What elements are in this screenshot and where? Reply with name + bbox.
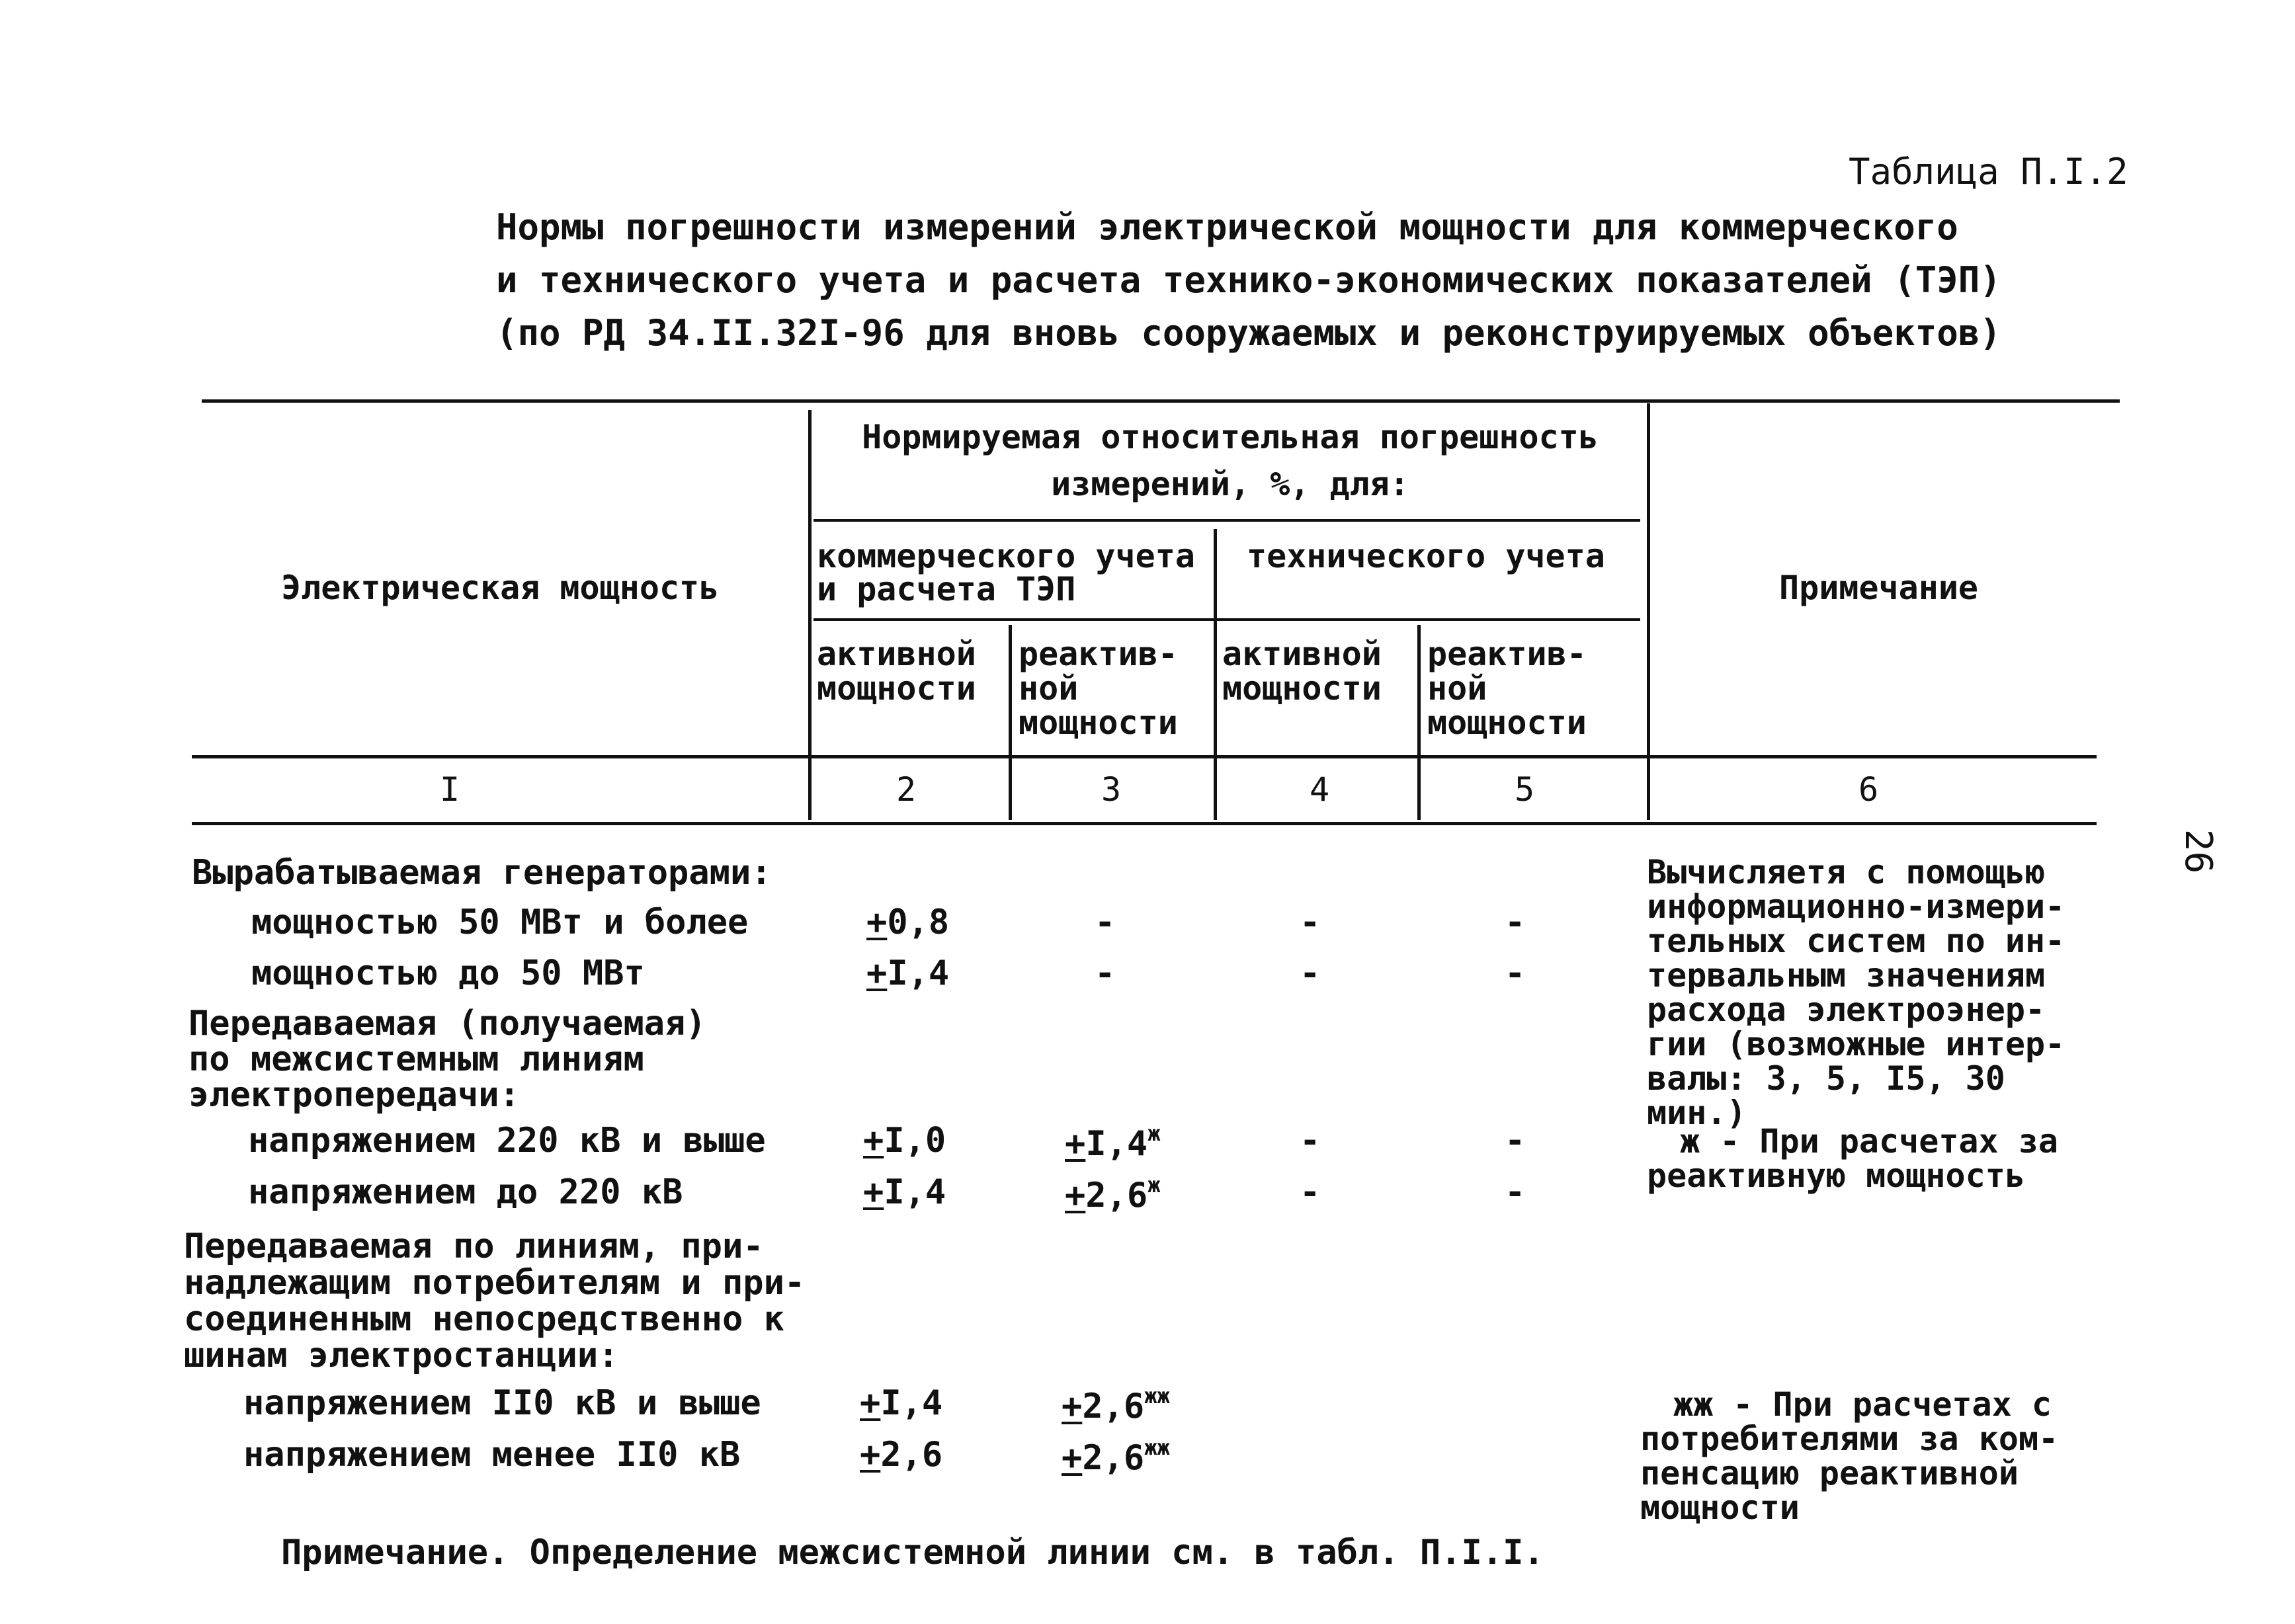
header-group-line2: измерений, %, для: <box>1051 465 1409 503</box>
row-gen2-c2: +I,4 <box>866 954 950 993</box>
row-gen1-c5: - <box>1505 903 1526 942</box>
note-computation: Вычисляетя с помощью информационно-измери- тельных систем по ин- тервальным значениям расхода электроэнер- гии (возможные интер- валы: 3, 5, I5, 30 мин.) <box>1647 853 2066 1132</box>
row-cons2-label: напряжением менее II0 кВ <box>243 1435 741 1475</box>
row-cons2-c3: $+2,6^{жж}$ <box>1062 1435 1170 1478</box>
subgroup-rule <box>814 618 1640 621</box>
row-gen1-c3: - <box>1095 903 1116 942</box>
header-bottom-rule <box>192 755 2097 758</box>
row-cons1-c3: $+2,6^{жж}$ <box>1062 1383 1170 1426</box>
title-line-2: и технического учета и расчета технико-экономических показателей (ТЭП) <box>496 259 2001 301</box>
col-divider-6 <box>1647 403 1650 820</box>
note-star-2: жж - При расчетах с потребителями за ком- пенсацию реактивной мощности <box>1640 1385 2059 1527</box>
header-c2-line2: мощности <box>817 669 976 708</box>
row-inter1-c2: +I,0 <box>863 1121 946 1160</box>
row-cons2-c2: +2,6 <box>860 1435 943 1475</box>
numbers-bottom-rule <box>192 822 2097 825</box>
row-inter2-c2: +I,4 <box>863 1172 946 1212</box>
row-inter-heading-3: электропередачи: <box>188 1075 520 1115</box>
row-gen1-c4: - <box>1300 903 1321 942</box>
row-inter-heading-1: Передаваемая (получаемая) <box>188 1004 706 1043</box>
group-rule <box>814 519 1640 522</box>
row-cons-heading-3: соединенным непосредственно к <box>184 1299 784 1339</box>
row-gen1-label: мощностью 50 МВт и более <box>251 903 749 942</box>
row-inter1-c5: - <box>1505 1121 1526 1160</box>
col-number-6: 6 <box>1858 770 1879 809</box>
title-line-1: Нормы погрешности измерений электрической мощности для коммерческого <box>496 206 1958 248</box>
header-commercial-line1: коммерческого учета <box>817 537 1195 575</box>
header-note: Примечание <box>1779 569 1979 607</box>
row-inter2-c5: - <box>1505 1172 1526 1212</box>
header-technical: технического учета <box>1247 537 1605 575</box>
row-inter1-c4: - <box>1300 1121 1321 1160</box>
header-commercial-line2: и расчета ТЭП <box>817 570 1076 608</box>
row-gen2-c5: - <box>1505 954 1526 993</box>
col-divider-2 <box>1009 625 1012 820</box>
row-cons-heading-2: надлежащим потребителям и при- <box>184 1263 806 1303</box>
col-number-2: 2 <box>896 770 917 809</box>
footnote: Примечание. Определение межсистемной линии см. в табл. П.I.I. <box>281 1533 1544 1572</box>
header-c3-line1: реактив- <box>1019 635 1178 673</box>
row-gen1-c2: +0,8 <box>866 903 950 942</box>
row-cons1-c2: +I,4 <box>860 1383 943 1423</box>
col-number-5: 5 <box>1515 770 1535 809</box>
header-c5-line2: ной <box>1427 669 1487 708</box>
header-col1: Электрическая мощность <box>281 569 720 607</box>
row-inter2-label: напряжением до 220 кВ <box>248 1172 683 1212</box>
row-cons-heading-1: Передаваемая по линиям, при- <box>184 1227 764 1266</box>
row-inter-heading-2: по межсистемным линиям <box>188 1039 644 1079</box>
header-c3-line3: мощности <box>1019 704 1178 742</box>
row-inter2-c4: - <box>1300 1172 1321 1212</box>
page-number: 26 <box>2177 829 2220 874</box>
note-star-1: ж - При расчетах за реактивную мощность <box>1647 1122 2058 1195</box>
header-c2-line1: активной <box>817 635 976 673</box>
col-number-4: 4 <box>1310 770 1330 809</box>
row-inter1-c3: $+I,4^ж$ <box>1065 1121 1161 1164</box>
row-gen2-c3: - <box>1095 954 1116 993</box>
row-generators-heading: Вырабатываемая генераторами: <box>192 853 772 893</box>
row-inter2-c3: $+2,6^ж$ <box>1065 1172 1161 1215</box>
col-divider-3 <box>1214 529 1217 820</box>
col-number-3: 3 <box>1101 770 1122 809</box>
row-cons-heading-4: шинам электростанции: <box>184 1336 619 1375</box>
header-c4-line1: активной <box>1222 635 1382 673</box>
row-cons1-label: напряжением II0 кВ и выше <box>243 1383 761 1423</box>
header-c5-line3: мощности <box>1427 704 1587 742</box>
table-label: Таблица П.I.2 <box>1849 151 2128 192</box>
col-number-1: I <box>440 770 460 809</box>
row-gen2-label: мощностью до 50 МВт <box>251 954 645 993</box>
table-top-rule <box>202 399 2120 403</box>
header-c4-line2: мощности <box>1222 669 1382 708</box>
header-c3-line2: ной <box>1019 669 1079 708</box>
row-gen2-c4: - <box>1300 954 1321 993</box>
row-inter1-label: напряжением 220 кВ и выше <box>248 1121 766 1160</box>
col-divider-4 <box>1417 625 1421 820</box>
header-group-line1: Нормируемая относительная погрешность <box>862 418 1599 456</box>
title-line-3: (по РД 34.II.32I-96 для вновь сооружаемых и реконструируемых объектов) <box>496 312 2001 354</box>
header-c5-line1: реактив- <box>1427 635 1587 673</box>
col-divider-1 <box>808 410 812 820</box>
